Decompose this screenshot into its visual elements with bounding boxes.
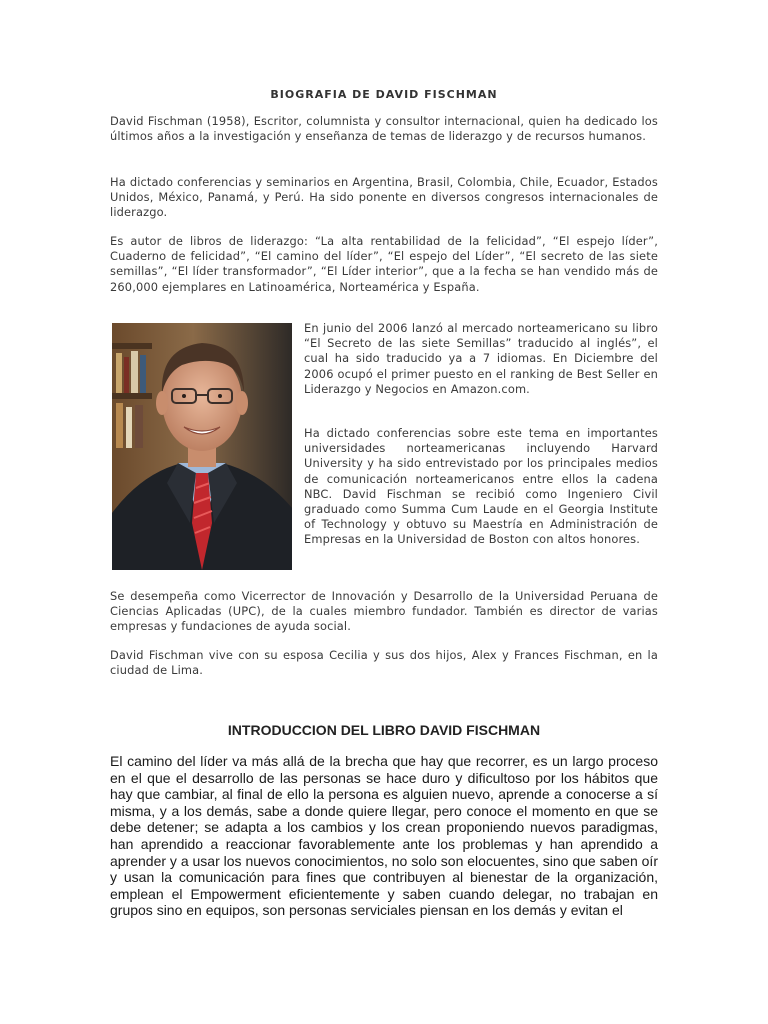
biography-paragraph-book-launch: En junio del 2006 lanzó al mercado norteamericano su libro “El Secreto de las siete Semillas” traducido al inglés”, el cual ha sido traducido ya a 7 idiomas. En Diciembre del 2006 ocupó el primer puesto en el ranking de Best Seller en Liderazgo y Negocios en Amazon.com. (304, 321, 658, 396)
introduction-title: INTRODUCCION DEL LIBRO DAVID FISCHMAN (227, 722, 541, 738)
biography-paragraph-intro: David Fischman (1958), Escritor, columnista y consultor internacional, quien ha dedicado los últimos años a la investigación y enseñanza de temas de liderazgo y de recursos humanos. (110, 114, 658, 144)
portrait-image (112, 323, 292, 570)
biography-paragraph-books: Es autor de libros de liderazgo: “La alta rentabilidad de la felicidad”, “El espejo líder”, Cuaderno de felicidad”, “El camino del líder”, “El espejo del Líder”, “El secreto de las siete semillas”, “El líder transformador”, “El Líder interior”, que a la fecha se han vendido más de 260,000 ejemplares en Latinoamérica, Norteamérica y España. (110, 234, 658, 294)
biography-title: BIOGRAFIA DE DAVID FISCHMAN (270, 88, 498, 101)
author-photo (112, 323, 292, 570)
introduction-paragraph: El camino del líder va más allá de la brecha que hay que recorrer, es un largo proceso en el que el desarrollo de las personas se hace duro y dificultoso por los hábitos que hay que cambiar, al final de ello la persona es alguien nuevo, aprende a conocerse a sí misma, y a los demás, sabe a donde quiere llegar, pero conoce el momento en que se debe detener; se adapta a los cambios y los crean proponiendo nuevos paradigmas, han aprendido a reaccionar favorablemente ante los problemas y han aprendido a aprender y a usar los nuevos conocimientos, no solo son elocuentes, sino que saben oír y usan la comunicación para fines que contribuyen al bienestar de la organización, emplean el Empowerment eficientemente y saben cuando delegar, no trabajan en grupos sino en equipos, son personas serviciales piensan en los demás y evitan el (110, 753, 658, 919)
biography-paragraph-family: David Fischman vive con su esposa Cecilia y sus dos hijos, Alex y Frances Fischman, en la ciudad de Lima. (110, 648, 658, 678)
biography-paragraph-conferences: Ha dictado conferencias y seminarios en Argentina, Brasil, Colombia, Chile, Ecuador, Estados Unidos, México, Panamá, y Perú. Ha sido ponente en diversos congresos internacionales de liderazgo. (110, 175, 658, 220)
biography-paragraph-education: Ha dictado conferencias sobre este tema en importantes universidades norteamericanas incluyendo Harvard University y ha sido entrevistado por los principales medios de comunicación norteamericanos entre ellos la cadena NBC. David Fischman se recibió como Ingeniero Civil graduado como Summa Cum Laude en el Georgia Institute of Technology y obtuvo su Maestría en Administración de Empresas en la Universidad de Boston con altos honores. (304, 426, 658, 547)
biography-paragraph-upc: Se desempeña como Vicerrector de Innovación y Desarrollo de la Universidad Peruana de Ciencias Aplicadas (UPC), de la cuales miembro fundador. También es director de varias empresas y fundaciones de ayuda social. (110, 589, 658, 634)
